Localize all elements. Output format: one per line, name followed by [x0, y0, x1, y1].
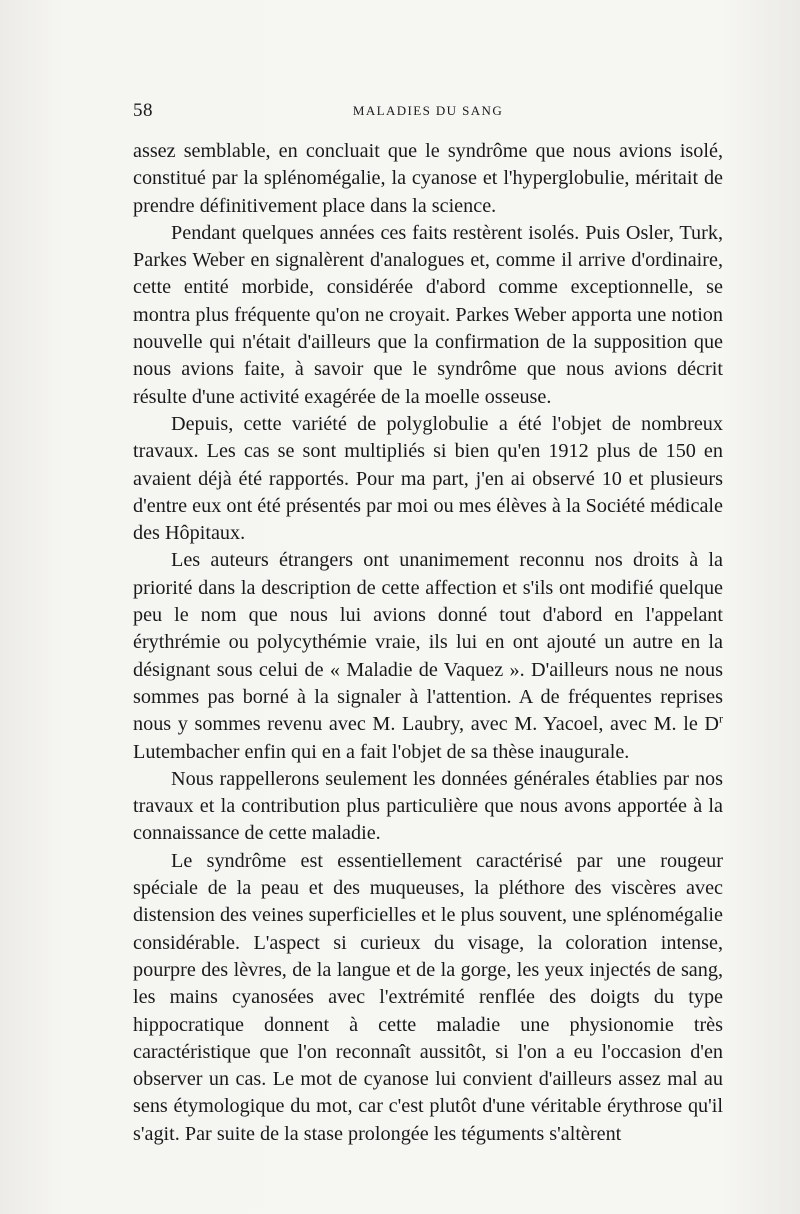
paragraph-4-superscript: r	[719, 711, 723, 726]
paragraph-1: assez semblable, en concluait que le syndrôme que nous avions isolé, constitué par la splénomégalie, la cyanose et l'hyperglobulie, méritait de prendre définitivement place dans la science.	[133, 140, 723, 217]
body-text	[133, 138, 723, 1148]
paragraph-4	[133, 547, 723, 765]
paragraph-4-text: Les auteurs étrangers ont unanimement reconnu nos droits à la priorité dans la description de cette affection et s'ils ont modifié quelque peu le nom que nous lui avions donné tout d'abord en l'appelant érythrémie ou polycythémie vraie, ils lui en ont ajouté un autre en la désignant sous celui de « Maladie de Vaquez ». D'ailleurs nous ne nous sommes pas borné à la signaler à l'attention. A de fréquentes reprises nous y sommes revenu avec M. Laubry, avec M. Yacoel, avec M. le D	[133, 549, 723, 736]
page-number: 58	[133, 100, 153, 121]
running-head: MALADIES DU SANG	[352, 103, 504, 118]
paragraph-5: Nous rappellerons seulement les données générales établies par nos travaux et la contribution plus particulière que nous avons apportée à la connaissance de cette maladie.	[133, 767, 723, 845]
paragraph-6: Le syndrôme est essentiellement caractérisé par une rougeur spéciale de la peau et des muqueuses, la pléthore des viscères avec distension des veines superficielles et le plus souvent, une splénomégalie considérable. L'aspect si curieux du visage, la coloration intense, pourpre des lèvres, de la langue et de la gorge, les yeux injectés de sang, les mains cyanosées avec l'extrémité renflée des doigts du type hippocratique donnent à cette maladie une physionomie très caractéristique que l'on reconnaît aussitôt, si l'on a eu l'occasion d'en observer un cas. Le mot de cyanose lui convient d'ailleurs assez mal au sens étymologique du mot, car c'est plutôt d'une véritable érythrose qu'il s'agit. Par suite de la stase prolongée les téguments s'altèrent	[133, 849, 723, 1145]
page-header	[133, 100, 723, 122]
paragraph-4-tail: Lutembacher enfin qui en a fait l'objet de sa thèse inaugurale.	[133, 740, 630, 763]
paragraph-2: Pendant quelques années ces faits restèrent isolés. Puis Osler, Turk, Parkes Weber en signalèrent d'analogues et, comme il arrive d'ordinaire, cette entité morbide, considérée d'abord comme exceptionnelle, se montra plus fréquente qu'on ne croyait. Parkes Weber apporta une notion nouvelle qui n'était d'ailleurs que la confirmation de la supposition que nous avions faite, à savoir que le syndrôme que nous avions décrit résulte d'une activité exagérée de la moelle osseuse.	[133, 221, 723, 408]
paragraph-3: Depuis, cette variété de polyglobulie a été l'objet de nombreux travaux. Les cas se sont multipliés si bien qu'en 1912 plus de 150 en avaient déjà été rapportés. Pour ma part, j'en ai observé 10 et plusieurs d'entre eux ont été présentés par moi ou mes élèves à la Société médicale des Hôpitaux.	[133, 412, 723, 545]
